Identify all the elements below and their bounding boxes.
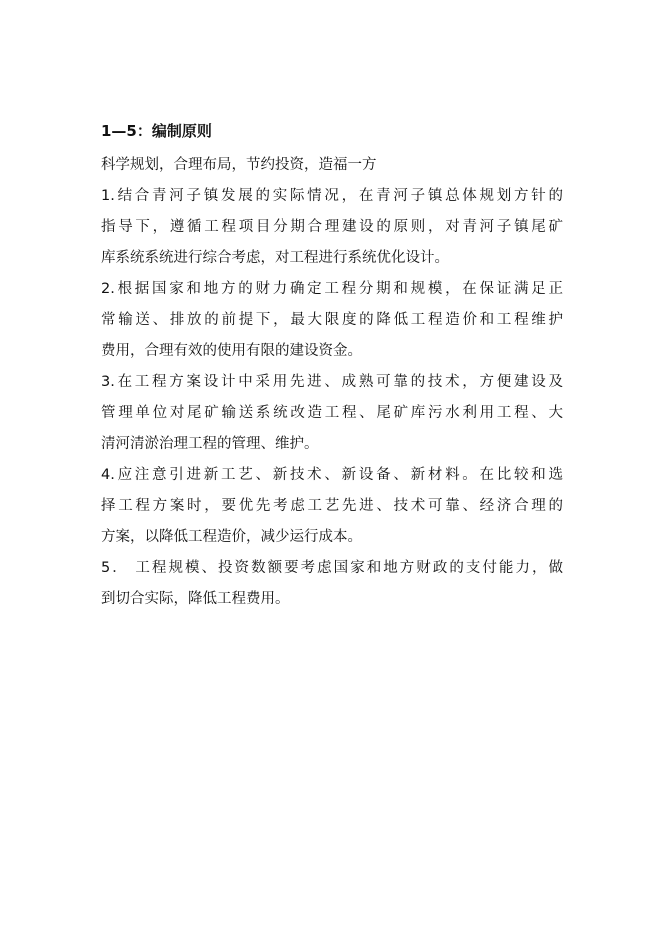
- document-body: [101, 120, 563, 615]
- section-heading: 1—5：编制原则: [101, 122, 212, 140]
- paragraph-line: 库系统系统进行综合考虑，对工程进行系统优化设计。: [101, 250, 449, 266]
- paragraph-line: 2.根据国家和地方的财力确定工程分期和规模，在保证满足正: [101, 281, 563, 297]
- paragraph-line: 5． 工程规模、投资数额要考虑国家和地方财政的支付能力，做: [101, 560, 563, 576]
- paragraph-line: 清河清淤治理工程的管理、维护。: [101, 436, 319, 452]
- paragraph-line: 1.结合青河子镇发展的实际情况，在青河子镇总体规划方针的: [101, 188, 563, 204]
- paragraph-line: 指导下，遵循工程项目分期合理建设的原则，对青河子镇尾矿: [101, 219, 563, 235]
- paragraph-5: [101, 553, 563, 615]
- paragraph-line: 常输送、排放的前提下，最大限度的降低工程造价和工程维护: [101, 312, 563, 328]
- paragraph-line: 3.在工程方案设计中采用先进、成熟可靠的技术，方便建设及: [101, 374, 563, 390]
- motto-line: 科学规划，合理布局，节约投资，造福一方: [101, 157, 377, 173]
- paragraph-2: [101, 274, 563, 367]
- paragraph-3: [101, 367, 563, 460]
- paragraph-line: 方案，以降低工程造价，减少运行成本。: [101, 529, 362, 545]
- paragraph-1: [101, 181, 563, 274]
- paragraph-line: 管理单位对尾矿输送系统改造工程、尾矿库污水利用工程、大: [101, 405, 563, 421]
- paragraph-line: 费用，合理有效的使用有限的建设资金。: [101, 343, 362, 359]
- paragraph-4: [101, 460, 563, 553]
- paragraph-line: 到切合实际，降低工程费用。: [101, 591, 290, 607]
- paragraph-line: 择工程方案时，要优先考虑工艺先进、技术可靠、经济合理的: [101, 498, 563, 514]
- paragraph-line: 4.应注意引进新工艺、新技术、新设备、新材料。在比较和选: [101, 467, 563, 483]
